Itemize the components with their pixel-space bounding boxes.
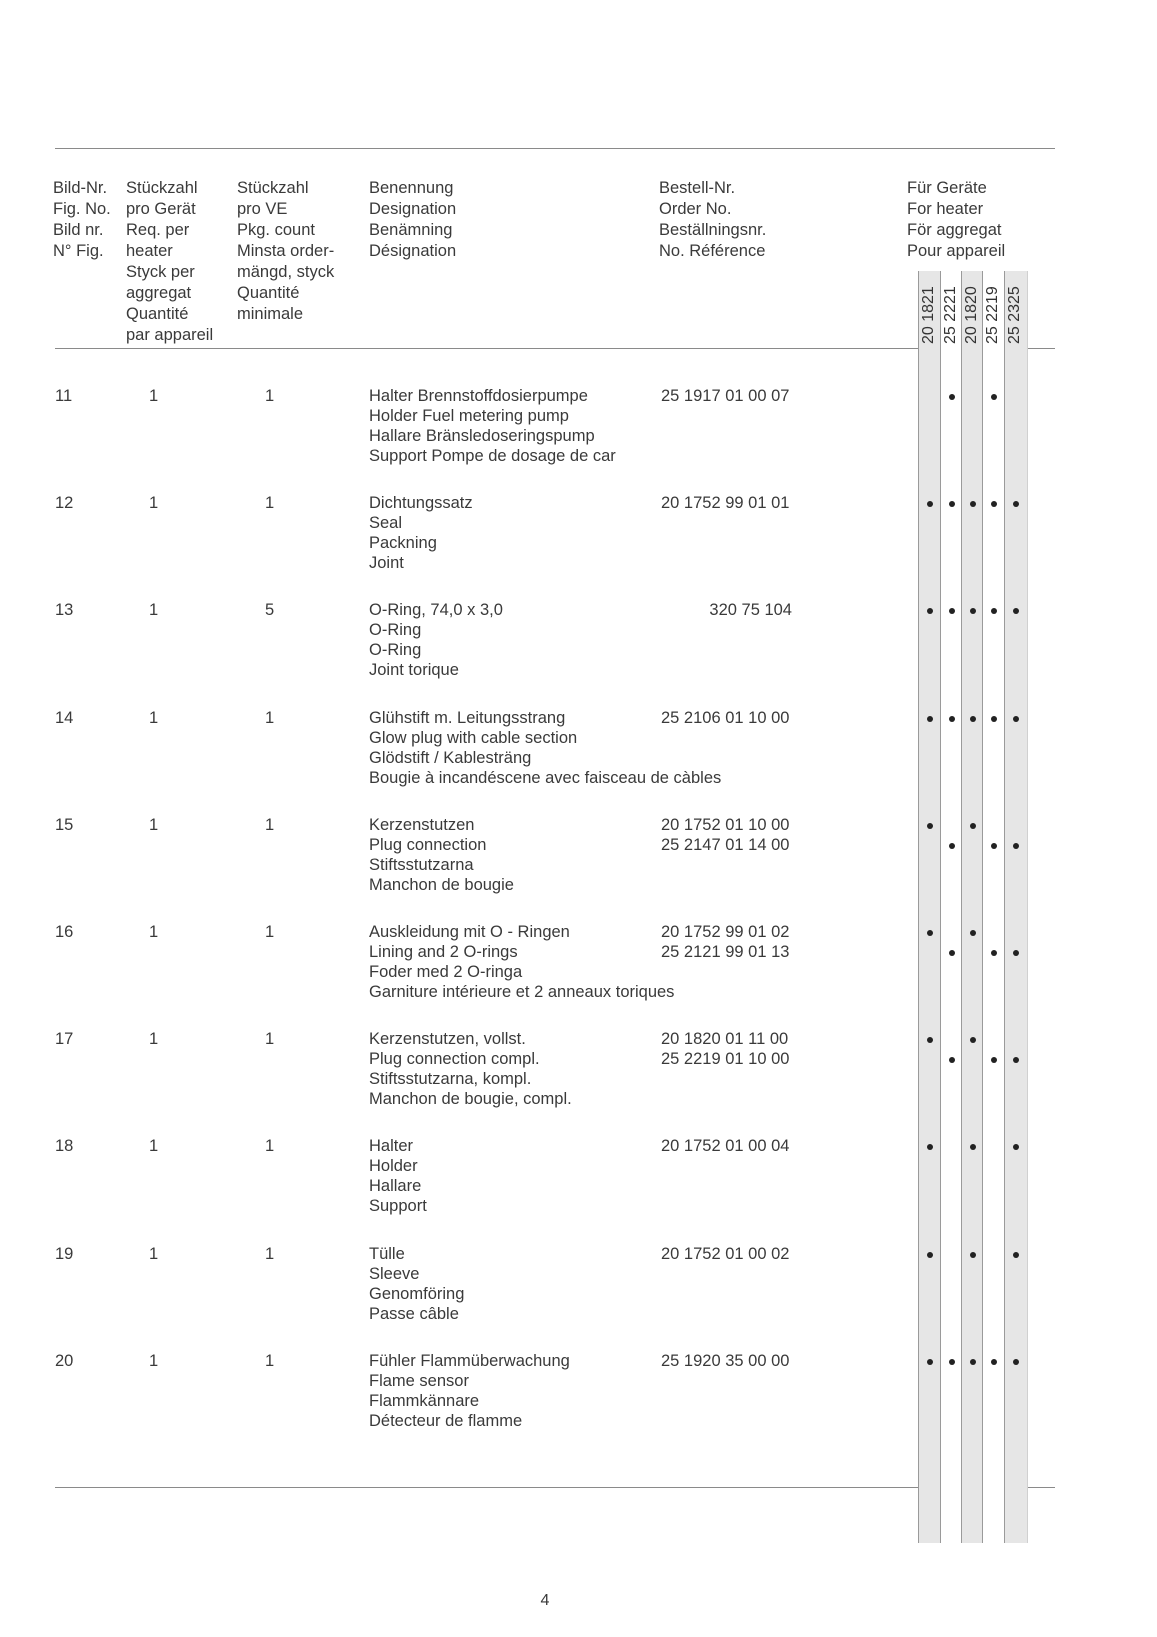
applicability-dot <box>927 716 933 722</box>
order-number: 320 75 104 <box>709 601 792 620</box>
designation-line: Stiftsstutzarna, kompl. <box>369 1070 532 1089</box>
header-line: pro VE <box>237 200 288 218</box>
designation-line: Lining and 2 O-rings <box>369 943 518 961</box>
heater-column-stripe <box>918 271 941 1543</box>
designation-line: Joint <box>369 554 404 573</box>
header-line: aggregat <box>126 284 192 302</box>
header-line: Stückzahl <box>126 179 198 197</box>
order-number: 20 1752 99 01 01 <box>661 494 790 513</box>
applicability-dot <box>991 1359 997 1365</box>
fig-number: 18 <box>55 1137 74 1156</box>
applicability-dot <box>949 950 955 956</box>
heater-model-header <box>940 272 962 360</box>
pkg-count: 1 <box>265 923 275 941</box>
order-number: 25 1920 35 00 00 <box>661 1351 790 1370</box>
heater-model-label: 20 1820 <box>963 286 980 344</box>
heater-column-stripe <box>1004 271 1028 1543</box>
header-rule <box>55 348 1055 349</box>
header-line: Stückzahl <box>237 179 309 197</box>
pkg-count: 1 <box>265 708 275 727</box>
pkg-count: 1 <box>265 815 275 834</box>
designation-line: Flame sensor <box>369 1371 469 1390</box>
fig-number: 12 <box>55 494 74 513</box>
applicability-dot <box>949 1359 955 1365</box>
header-line: Bestell-Nr. <box>659 179 736 197</box>
designation-line: Passe câble <box>369 1304 459 1323</box>
pkg-count: 5 <box>265 601 275 620</box>
req-per-heater: 1 <box>149 494 159 513</box>
designation-line: Foder med 2 O-ringa <box>369 963 523 981</box>
designation-line: Plug connection compl. <box>369 1050 540 1069</box>
header-for-heater <box>907 178 1005 262</box>
applicability-dot <box>970 716 976 722</box>
applicability-dot <box>927 930 933 936</box>
designation-line: O-Ring <box>369 641 422 660</box>
designation-line: Flammkännare <box>369 1391 480 1410</box>
applicability-dot <box>970 930 976 936</box>
designation-line: Support Pompe de dosage de car <box>369 447 616 465</box>
applicability-dot <box>970 1359 976 1365</box>
applicability-dot <box>949 394 955 400</box>
designation-line: Joint torique <box>369 661 459 680</box>
header-req-per-heater <box>126 178 213 346</box>
heater-column-stripe <box>982 271 1005 1543</box>
designation-line: Support <box>369 1197 427 1216</box>
fig-number: 13 <box>55 601 74 620</box>
header-line: Pour appareil <box>907 242 1006 260</box>
header-line: Bild-Nr. <box>53 179 108 197</box>
order-number: 25 1917 01 00 07 <box>661 387 790 405</box>
top-rule <box>55 148 1055 149</box>
heater-column-stripe <box>961 271 984 1543</box>
heater-model-label: 25 2219 <box>984 286 1001 344</box>
designation-line: Hallare Bränsledoseringspump <box>369 427 595 445</box>
fig-number: 15 <box>55 815 74 834</box>
req-per-heater: 1 <box>149 923 159 941</box>
bottom-rule <box>55 1487 1055 1488</box>
header-line: Quantité <box>237 284 300 302</box>
designation-line: Glühstift m. Leitungsstrang <box>369 708 566 727</box>
header-designation <box>369 178 456 262</box>
req-per-heater: 1 <box>149 601 159 620</box>
designation-line: Auskleidung mit O - Ringen <box>369 923 570 941</box>
header-line: Order No. <box>659 200 732 218</box>
designation-line: Holder Fuel metering pump <box>369 407 569 425</box>
heater-model-label: 25 2221 <box>942 286 959 344</box>
designation-line: Bougie à incandéscene avec faisceau de càbles <box>369 768 722 787</box>
designation-line: Glow plug with cable section <box>369 728 578 747</box>
heater-model-label: 20 1821 <box>920 286 937 344</box>
req-per-heater: 1 <box>149 815 159 834</box>
order-number: 20 1820 01 11 00 <box>661 1030 789 1049</box>
order-number: 20 1752 01 00 04 <box>661 1137 790 1156</box>
header-line: Designation <box>369 200 457 218</box>
header-line: För aggregat <box>907 221 1002 239</box>
designation-line: Tülle <box>369 1244 405 1263</box>
designation-line: Stiftsstutzarna <box>369 855 474 874</box>
header-line: Fig. No. <box>53 200 111 218</box>
order-number: 20 1752 01 00 02 <box>661 1244 790 1263</box>
designation-line: O-Ring <box>369 621 422 640</box>
designation-line: Holder <box>369 1157 418 1176</box>
applicability-dot <box>927 1359 933 1365</box>
header-line: Beställningsnr. <box>659 221 767 239</box>
fig-number: 19 <box>55 1244 74 1263</box>
fig-number: 20 <box>55 1351 74 1370</box>
applicability-dot <box>970 1252 976 1258</box>
applicability-dot <box>991 950 997 956</box>
req-per-heater: 1 <box>149 708 159 727</box>
header-line: Désignation <box>369 242 457 260</box>
pkg-count: 1 <box>265 494 275 513</box>
header-line: N° Fig. <box>53 242 104 260</box>
header-line: Styck per <box>126 263 195 281</box>
pkg-count: 1 <box>265 387 275 405</box>
heater-model-label: 25 2325 <box>1006 286 1023 344</box>
designation-line: Garniture intérieure et 2 anneaux toriques <box>369 983 675 1001</box>
header-line: minimale <box>237 305 304 323</box>
applicability-dot <box>970 823 976 829</box>
fig-number: 11 <box>55 387 73 405</box>
header-line: mängd, styck <box>237 263 335 281</box>
req-per-heater: 1 <box>149 387 159 405</box>
designation-line: Packning <box>369 534 437 553</box>
designation-line: Sleeve <box>369 1264 420 1283</box>
header-line: Minsta order- <box>237 242 335 260</box>
applicability-dot <box>927 1252 933 1258</box>
page-number: 4 <box>540 1592 550 1609</box>
order-number: 25 2219 01 10 00 <box>661 1050 790 1069</box>
fig-number: 14 <box>55 708 74 727</box>
pkg-count: 1 <box>265 1137 275 1156</box>
designation-line: Plug connection <box>369 835 487 854</box>
designation-line: Seal <box>369 514 403 533</box>
header-line: Für Geräte <box>907 179 987 197</box>
designation-line: Kerzenstutzen, vollst. <box>369 1030 526 1049</box>
pkg-count: 1 <box>265 1030 275 1049</box>
designation-line: Hallare <box>369 1177 422 1196</box>
pkg-count: 1 <box>265 1351 275 1370</box>
header-line: Benämning <box>369 221 453 239</box>
order-number: 25 2106 01 10 00 <box>661 708 790 727</box>
applicability-dot <box>949 716 955 722</box>
order-number: 25 2147 01 14 00 <box>661 835 790 854</box>
designation-line: Fühler Flammüberwachung <box>369 1351 570 1370</box>
designation-line: Halter <box>369 1137 414 1156</box>
applicability-dot <box>949 843 955 849</box>
header-line: Req. per <box>126 221 190 239</box>
header-line: Benennung <box>369 179 454 197</box>
header-order-no <box>659 178 766 262</box>
header-line: Pkg. count <box>237 221 315 239</box>
header-fig-no <box>53 178 111 262</box>
applicability-dot <box>1013 1359 1019 1365</box>
header-line: Quantité <box>126 305 189 323</box>
designation-line: Kerzenstutzen <box>369 815 475 834</box>
header-line: pro Gerät <box>126 200 196 218</box>
req-per-heater: 1 <box>149 1030 159 1049</box>
designation-line: Glödstift / Kablesträng <box>369 748 532 767</box>
pkg-count: 1 <box>265 1244 275 1263</box>
designation-line: Manchon de bougie <box>369 875 514 894</box>
applicability-dot <box>927 823 933 829</box>
designation-line: Halter Brennstoffdosierpumpe <box>369 387 588 405</box>
fig-number: 16 <box>55 923 74 941</box>
designation-line: Manchon de bougie, compl. <box>369 1090 572 1109</box>
applicability-dot <box>1013 716 1019 722</box>
order-number: 20 1752 99 01 02 <box>661 923 790 941</box>
heater-model-header <box>918 272 940 360</box>
header-line: par appareil <box>126 326 214 344</box>
header-line: No. Référence <box>659 242 766 260</box>
designation-line: Dichtungssatz <box>369 494 473 513</box>
req-per-heater: 1 <box>149 1351 159 1370</box>
req-per-heater: 1 <box>149 1137 159 1156</box>
applicability-dot <box>1013 843 1019 849</box>
heater-column-stripe <box>940 271 963 1543</box>
applicability-dot <box>991 843 997 849</box>
header-line: heater <box>126 242 173 260</box>
designation-line: Genomföring <box>369 1284 465 1303</box>
order-number: 20 1752 01 10 00 <box>661 815 790 834</box>
applicability-dot <box>991 394 997 400</box>
header-pkg-count <box>237 178 334 325</box>
header-line: Bild nr. <box>53 221 104 239</box>
applicability-dot <box>1013 950 1019 956</box>
fig-number: 17 <box>55 1030 74 1049</box>
heater-model-header <box>1004 272 1026 360</box>
req-per-heater: 1 <box>149 1244 159 1263</box>
heater-model-header <box>982 272 1004 360</box>
header-line: For heater <box>907 200 984 218</box>
order-number: 25 2121 99 01 13 <box>661 943 790 961</box>
designation-line: Détecteur de flamme <box>369 1411 523 1430</box>
applicability-dot <box>1013 1252 1019 1258</box>
applicability-dot <box>991 716 997 722</box>
designation-line: O-Ring, 74,0 x 3,0 <box>369 601 503 620</box>
heater-model-header <box>961 272 983 360</box>
